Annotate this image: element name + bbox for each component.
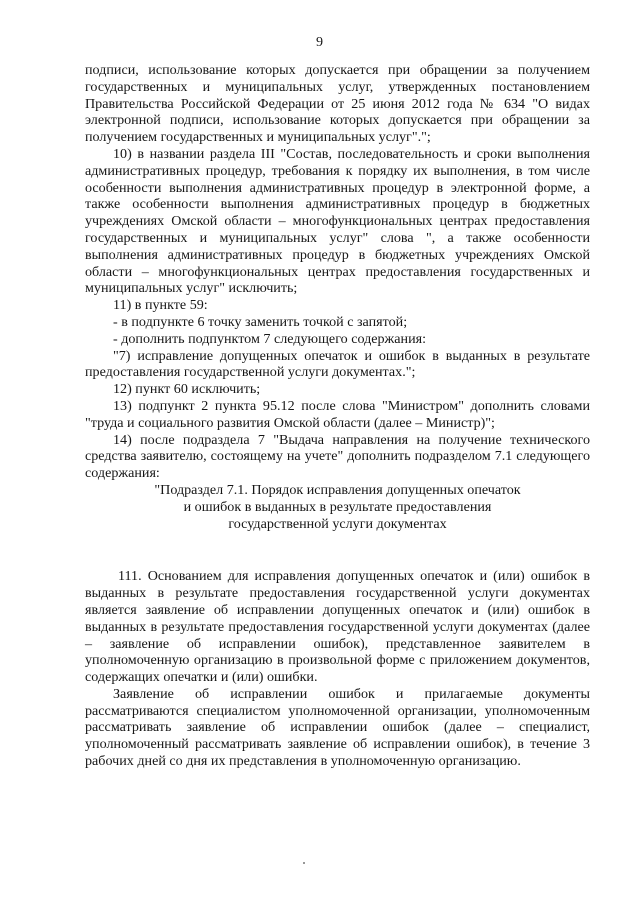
paragraph-item-11: 11) в пункте 59:: [113, 297, 208, 314]
heading-line: государственной услуги документах: [228, 515, 447, 532]
spacer: [85, 532, 590, 568]
page-number: 9: [315, 34, 324, 50]
heading-line: и ошибок в выданных в результате предоставления: [183, 498, 492, 515]
paragraph-item-12: 12) пункт 60 исключить;: [113, 381, 261, 398]
document-body: [85, 62, 590, 770]
paragraph-item-10: 10) в названии раздела III "Состав, последовательность и сроки выполнения административных процедур, требования к порядку их выполнения, в том числе особенности выполнения административных процедур в электронной форме, а также особенности выполнения административных процедур в бюджетных учреждениях Омской области – многофункциональных центрах предоставления государственных и муниципальных услуг" слова ", а также особенности выполнения административных процедур в бюджетных учреждениях Омской области – многофункциональных центрах предоставления государственных и муниципальных услуг" исключить;: [85, 145, 590, 297]
paragraph-subitem-7-text: "7) исправление допущенных опечаток и ошибок в выданных в результате предоставления государственной услуги документах.";: [85, 347, 590, 381]
paragraph-subitem-6: - в подпункте 6 точку заменить точкой с запятой;: [113, 313, 408, 330]
paragraph-continuation: подписи, использование которых допускается при обращении за получением государственных и муниципальных услуг, утвержденных постановлением Правительства Российской Федерации от 25 июня 2012 года № 634 "О видах электронной подписи, использование которых допускается при обращении за получением государственных и муниципальных услуг".";: [85, 62, 590, 146]
scan-speck: [303, 862, 305, 864]
paragraph-subitem-7-intro: - дополнить подпунктом 7 следующего содержания:: [113, 330, 427, 347]
paragraph-item-111: 111. Основанием для исправления допущенных опечаток и (или) ошибок в выданных в результате предоставления государственной услуги документах является заявление об исправлении допущенных опечаток и (или) ошибок в выданных в результате предоставления государственной услуги документах (далее – заявление об исправлении ошибок), представленное заявителем в уполномоченную организацию в произвольной форме с приложением документов, содержащих опечатки и (или) ошибки.: [85, 568, 590, 686]
subsection-heading: [85, 482, 590, 532]
paragraph-application-review: Заявление об исправлении ошибок и прилагаемые документы рассматриваются специалистом уполномоченной организации, уполномоченным рассматривать заявление об исправлении ошибок (далее – специалист, уполномоченный рассматривать заявление об исправлении ошибок), в течение 3 рабочих дней со дня их представления в уполномоченную организацию.: [85, 685, 590, 770]
heading-line: "Подраздел 7.1. Порядок исправления допущенных опечаток: [154, 481, 521, 498]
paragraph-item-14: 14) после подраздела 7 "Выдача направления на получение технического средства заявителю, состоящему на учете" дополнить подразделом 7.1 следующего содержания:: [85, 431, 590, 482]
paragraph-item-13: 13) подпункт 2 пункта 95.12 после слова "Министром" дополнить словами "труда и социального развития Омской области (далее – Министр)";: [85, 397, 590, 431]
